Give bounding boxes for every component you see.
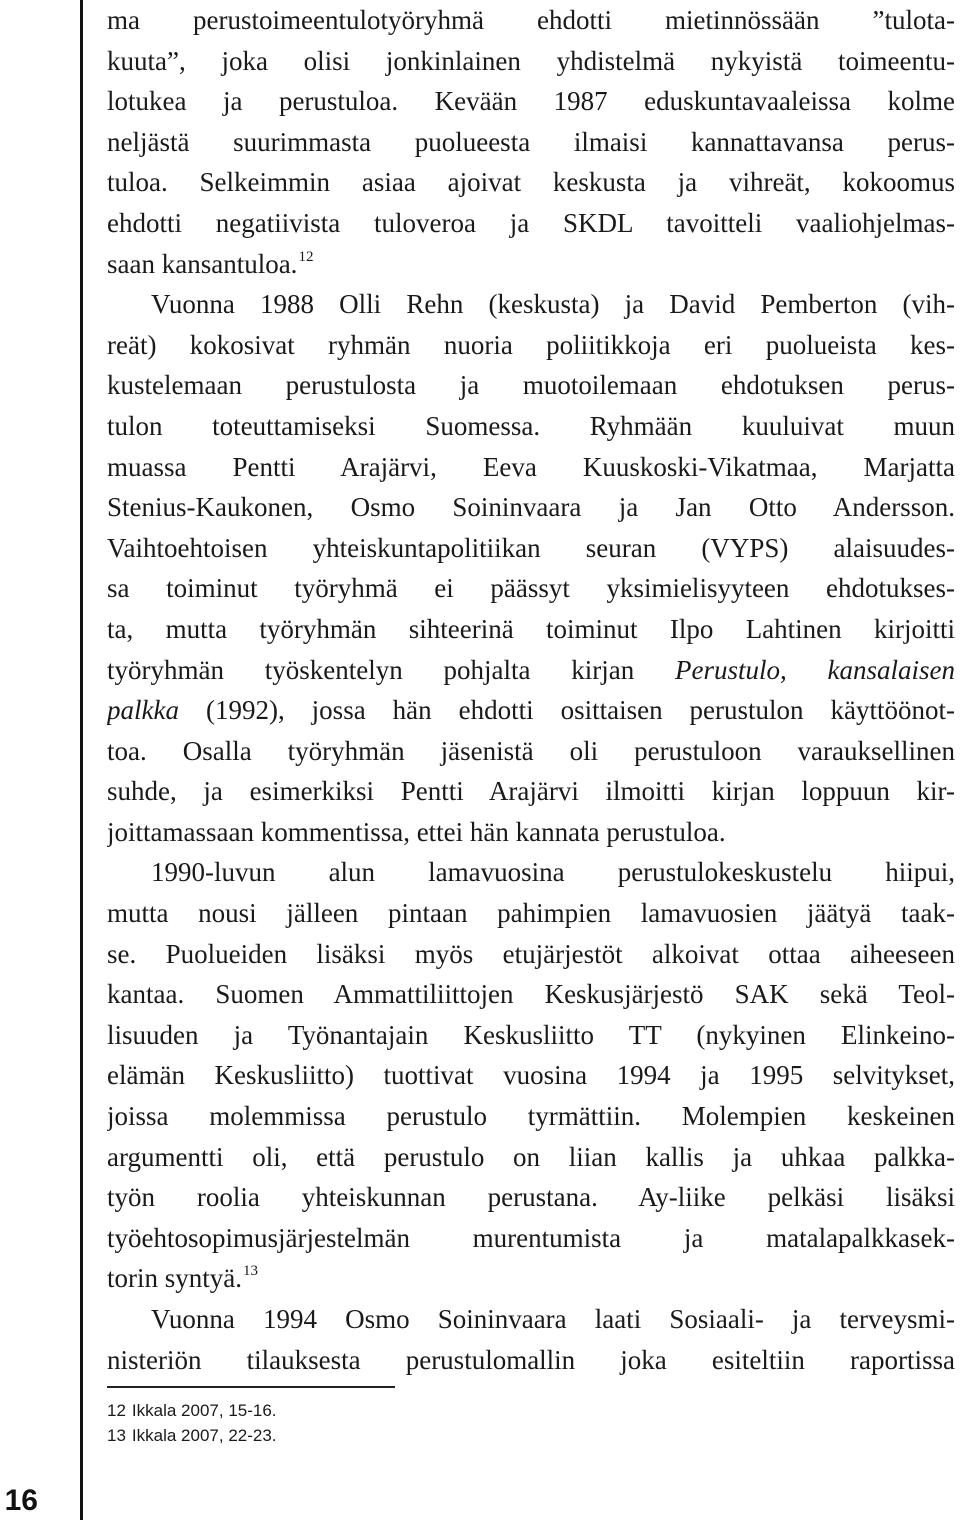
body-line: työehtosopimusjärjestelmän murentumista ja matalapalkkasek- — [107, 1222, 955, 1253]
body-line: sa toiminut työryhmä ei päässyt yksimielisyyteen ehdotukses- — [107, 573, 955, 604]
body-text — [107, 0, 955, 1380]
body-line — [107, 650, 955, 691]
body-line: ma perustoimeentulotyöryhmä ehdotti mietinnössään ”tulota- — [107, 5, 955, 35]
body-line: kuuta”, joka olisi jonkinlainen yhdistelmä nykyistä toimeentu- — [107, 45, 955, 76]
paragraph-start-line: Vuonna 1988 Olli Rehn (keskusta) ja David Pemberton (vih- — [151, 289, 955, 320]
footnote-separator — [107, 1386, 395, 1388]
body-line: kantaa. Suomen Ammattiliittojen Keskusjärjestö SAK sekä Teol- — [107, 979, 955, 1010]
paragraph-start-line: Vuonna 1994 Osmo Soininvaara laati Sosiaali- ja terveysmi- — [151, 1304, 955, 1334]
body-line: lisuuden ja Työnantajain Keskusliitto TT (nykyinen Elinkeino- — [107, 1019, 955, 1050]
book-title-italic: Perustulo, kansalaisen — [674, 654, 955, 685]
footnote-text: Ikkala 2007, 15-16. — [131, 1401, 277, 1420]
body-line: joissa molemmissa perustulo tyrmättiin. Molempien keskeinen — [107, 1101, 955, 1132]
body-line: Vaihtoehtoisen yhteiskuntapolitiikan seuran (VYPS) alaisuudes- — [107, 532, 955, 563]
footnotes — [107, 1398, 707, 1448]
footnote-13 — [107, 1423, 707, 1448]
body-line: toa. Osalla työryhmän jäsenistä oli perustuloon varauksellinen — [107, 735, 955, 766]
page-margin-rule — [80, 0, 83, 1520]
body-line: Stenius-Kaukonen, Osmo Soininvaara ja Jan Otto Andersson. — [107, 492, 955, 523]
body-line: nisteriön tilauksesta perustulomallin joka esiteltiin raportissa — [107, 1344, 955, 1375]
footnote-number: 12 — [107, 1401, 126, 1420]
page-number: 16 — [4, 1484, 38, 1517]
footnote-12 — [107, 1398, 707, 1423]
body-line: ehdotti negatiivista tuloveroa ja SKDL tavoitteli vaaliohjelmas- — [107, 207, 955, 238]
line-text: (1992), jossa hän ehdotti osittaisen perustulon käyttöönot- — [205, 695, 955, 726]
line-text: saan kansantuloa. — [107, 248, 298, 279]
paragraph-start-line: 1990-luvun alun lamavuosina perustulokeskustelu hiipui, — [151, 857, 955, 888]
body-line — [107, 244, 955, 285]
body-line: tuloa. Selkeimmin asiaa ajoivat keskusta ja vihreät, kokoomus — [107, 167, 955, 198]
body-line: muassa Pentti Arajärvi, Eeva Kuuskoski-Vikatmaa, Marjatta — [107, 451, 955, 482]
body-line — [107, 690, 955, 731]
footnote-text: Ikkala 2007, 22-23. — [131, 1426, 277, 1445]
body-line: suhde, ja esimerkiksi Pentti Arajärvi ilmoitti kirjan loppuun kir- — [107, 776, 955, 807]
footnote-reference-13[interactable]: 13 — [243, 1263, 258, 1280]
body-line: mutta nousi jälleen pintaan pahimpien lamavuosien jäätyä taak- — [107, 898, 955, 929]
footnote-number: 13 — [107, 1426, 126, 1445]
body-line: ta, mutta työryhmän sihteerinä toiminut Ilpo Lahtinen kirjoitti — [107, 613, 955, 644]
body-line: tulon toteuttamiseksi Suomessa. Ryhmään kuuluivat muun — [107, 410, 955, 441]
body-line: lotukea ja perustuloa. Kevään 1987 eduskuntavaaleissa kolme — [107, 86, 955, 117]
footnote-reference-12[interactable]: 12 — [298, 248, 314, 265]
body-line: joittamassaan kommentissa, ettei hän kannata perustuloa. — [107, 816, 726, 847]
body-line: kustelemaan perustulosta ja muotoilemaan ehdotuksen perus- — [107, 370, 955, 401]
line-text: työryhmän työskentelyn pohjalta kirjan — [107, 654, 675, 685]
book-title-italic: palkka — [107, 695, 179, 726]
body-line: argumentti oli, että perustulo on liian kallis ja uhkaa palkka- — [107, 1141, 955, 1172]
body-line: elämän Keskusliitto) tuottivat vuosina 1994 ja 1995 selvitykset, — [107, 1060, 955, 1091]
body-line — [107, 1258, 955, 1299]
line-text: torin syntyä. — [107, 1263, 242, 1294]
body-line: neljästä suurimmasta puolueesta ilmaisi kannattavansa perus- — [107, 126, 955, 157]
body-line: reät) kokosivat ryhmän nuoria poliitikkoja eri puolueista kes- — [107, 329, 955, 360]
body-line: työn roolia yhteiskunnan perustana. Ay-liike pelkäsi lisäksi — [107, 1182, 955, 1213]
body-line: se. Puolueiden lisäksi myös etujärjestöt alkoivat ottaa aiheeseen — [107, 938, 955, 969]
